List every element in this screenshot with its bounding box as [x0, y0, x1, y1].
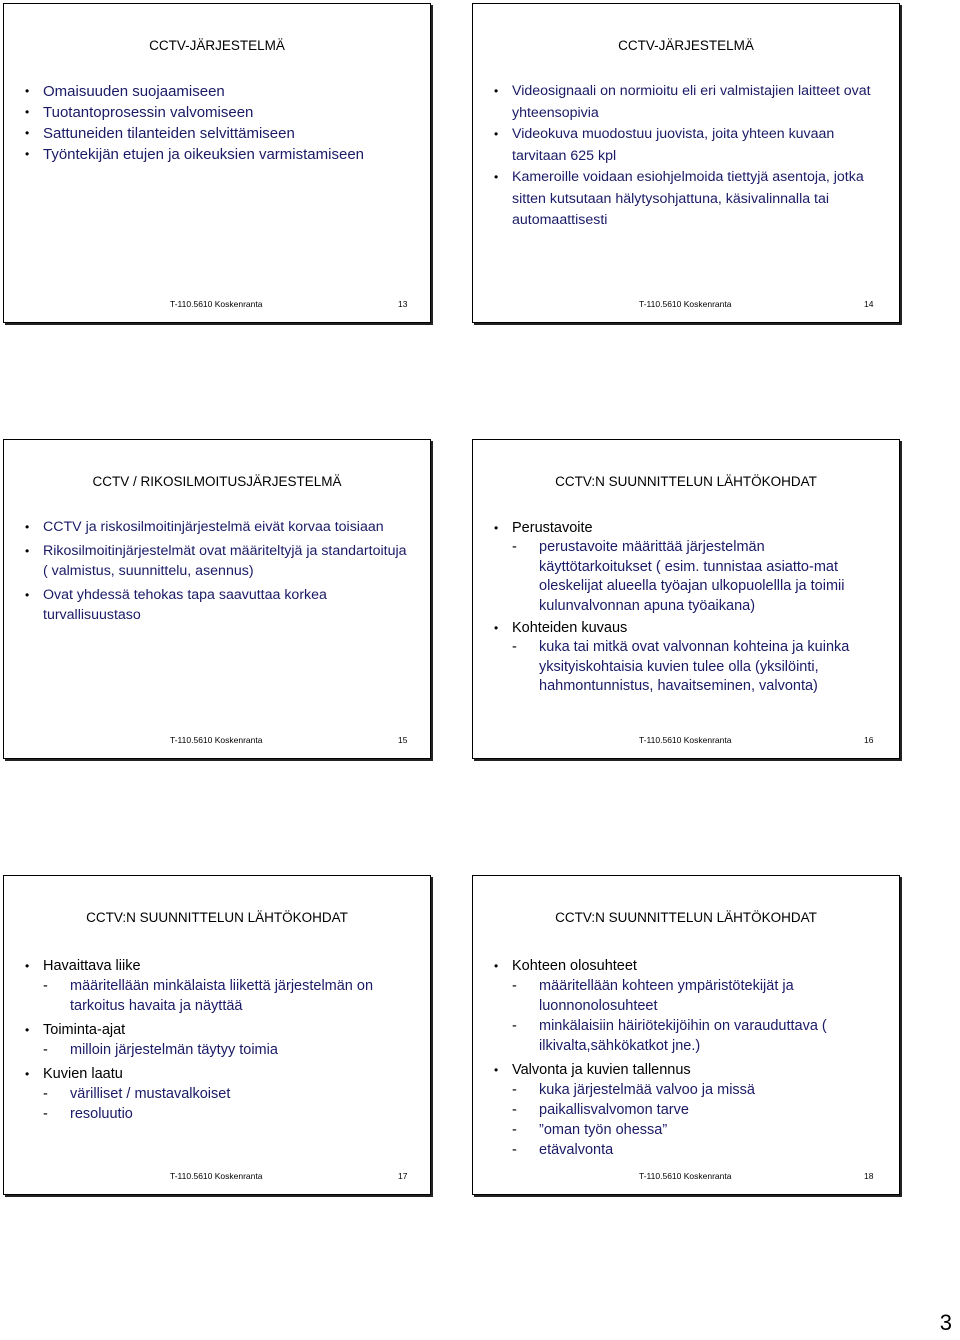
- sub-item: - määritellään kohteen ympäristötekijät ja luonnonolosuhteet: [493, 976, 879, 1016]
- sub-item: - milloin järjestelmän täytyy toimia: [24, 1040, 410, 1060]
- sub-item: - perustavoite määrittää järjestelmän käyttötarkoitukset ( esim. tunnistaa asiatto-mat oleskelijat alueella työajan ulkopuolellla ja toimii kulunvalvonnan apuna työaikana): [493, 538, 879, 616]
- bullet-item: • Videosignaali on normioitu eli eri valmistajien laitteet ovat yhteensopivia: [493, 81, 879, 124]
- sub-item: - kuka järjestelmää valvoo ja missä: [493, 1080, 879, 1100]
- bullet-heading: • Toiminta-ajat: [24, 1020, 410, 1040]
- bullet-item: • Ovat yhdessä tehokas tapa saavuttaa korkea turvallisuustaso: [24, 585, 410, 625]
- slide-footer-course: T-110.5610 Koskenranta: [170, 735, 263, 745]
- sub-item: - resoluutio: [24, 1104, 410, 1124]
- bullet-item: • Rikosilmoitinjärjestelmät ovat määriteltyjä ja standartoituja ( valmistus, suunnittelu, asennus): [24, 541, 410, 581]
- slide-footer-course: T-110.5610 Koskenranta: [639, 735, 732, 745]
- bullet-item: • Työntekijän etujen ja oikeuksien varmistamiseen: [24, 144, 410, 165]
- slide-14: [472, 3, 900, 323]
- slide-number: 14: [864, 299, 874, 309]
- slide-18: [472, 875, 900, 1195]
- slide-content: [493, 952, 879, 1160]
- page-number: 3: [939, 1310, 952, 1335]
- sub-item: - kuka tai mitkä ovat valvonnan kohteina ja kuinka yksityiskohtaisia kuvien tulee olla (yksilöinti, hahmontunnistus, havaitseminen, valvonta): [493, 638, 879, 697]
- bullet-item: • Omaisuuden suojaamiseen: [24, 81, 410, 102]
- slide-content: [24, 81, 410, 165]
- slide-content: [24, 517, 410, 629]
- bullet-item: • Tuotantoprosessin valvomiseen: [24, 102, 410, 123]
- slide-footer-course: T-110.5610 Koskenranta: [170, 299, 263, 309]
- bullet-heading: • Kohteen olosuhteet: [493, 956, 879, 976]
- slide-number: 17: [398, 1171, 408, 1181]
- sub-item: - etävalvonta: [493, 1140, 879, 1160]
- slide-number: 18: [864, 1171, 874, 1181]
- bullet-heading: • Valvonta ja kuvien tallennus: [493, 1060, 879, 1080]
- bullet-item: • Sattuneiden tilanteiden selvittämiseen: [24, 123, 410, 144]
- slide-footer-course: T-110.5610 Koskenranta: [639, 299, 732, 309]
- slide-16: [472, 439, 900, 759]
- bullet-heading: • Kuvien laatu: [24, 1064, 410, 1084]
- slide-title: CCTV-JÄRJESTELMÄ: [149, 38, 285, 53]
- bullet-heading: • Perustavoite: [493, 519, 879, 538]
- slide-title: CCTV:N SUUNNITTELUN LÄHTÖKOHDAT: [555, 910, 817, 925]
- slide-footer-course: T-110.5610 Koskenranta: [170, 1171, 263, 1181]
- bullet-item: • Kameroille voidaan esiohjelmoida tiettyjä asentoja, jotka sitten kutsutaan hälytysohjattuna, käsivalinnalla tai automaattisesti: [493, 167, 879, 232]
- slide-footer-course: T-110.5610 Koskenranta: [639, 1171, 732, 1181]
- slide-content: [493, 81, 879, 232]
- slide-number: 16: [864, 735, 874, 745]
- slide-number: 13: [398, 299, 408, 309]
- slide-17: [3, 875, 431, 1195]
- slide-13: [3, 3, 431, 323]
- slide-title: CCTV:N SUUNNITTELUN LÄHTÖKOHDAT: [86, 910, 348, 925]
- slide-content: [493, 516, 879, 697]
- bullet-item: • Videokuva muodostuu juovista, joita yhteen kuvaan tarvitaan 625 kpl: [493, 124, 879, 167]
- sub-item: - paikallisvalvomon tarve: [493, 1100, 879, 1120]
- slide-15: [3, 439, 431, 759]
- sub-item: - määritellään minkälaista liikettä järjestelmän on tarkoitus havaita ja näyttää: [24, 976, 410, 1016]
- sub-item: - värilliset / mustavalkoiset: [24, 1084, 410, 1104]
- bullet-item: • CCTV ja riskosilmoitinjärjestelmä eivät korvaa toisiaan: [24, 517, 410, 537]
- slide-content: [24, 952, 410, 1124]
- sub-item: - ”oman työn ohessa”: [493, 1120, 879, 1140]
- slide-number: 15: [398, 735, 408, 745]
- bullet-heading: • Kohteiden kuvaus: [493, 619, 879, 638]
- slide-title: CCTV:N SUUNNITTELUN LÄHTÖKOHDAT: [555, 474, 817, 489]
- slide-title: CCTV / RIKOSILMOITUSJÄRJESTELMÄ: [92, 474, 342, 489]
- bullet-heading: • Havaittava liike: [24, 956, 410, 976]
- sub-item: - minkälaisiin häiriötekijöihin on varauduttava ( ilkivalta,sähkökatkot jne.): [493, 1016, 879, 1056]
- slide-title: CCTV-JÄRJESTELMÄ: [618, 38, 754, 53]
